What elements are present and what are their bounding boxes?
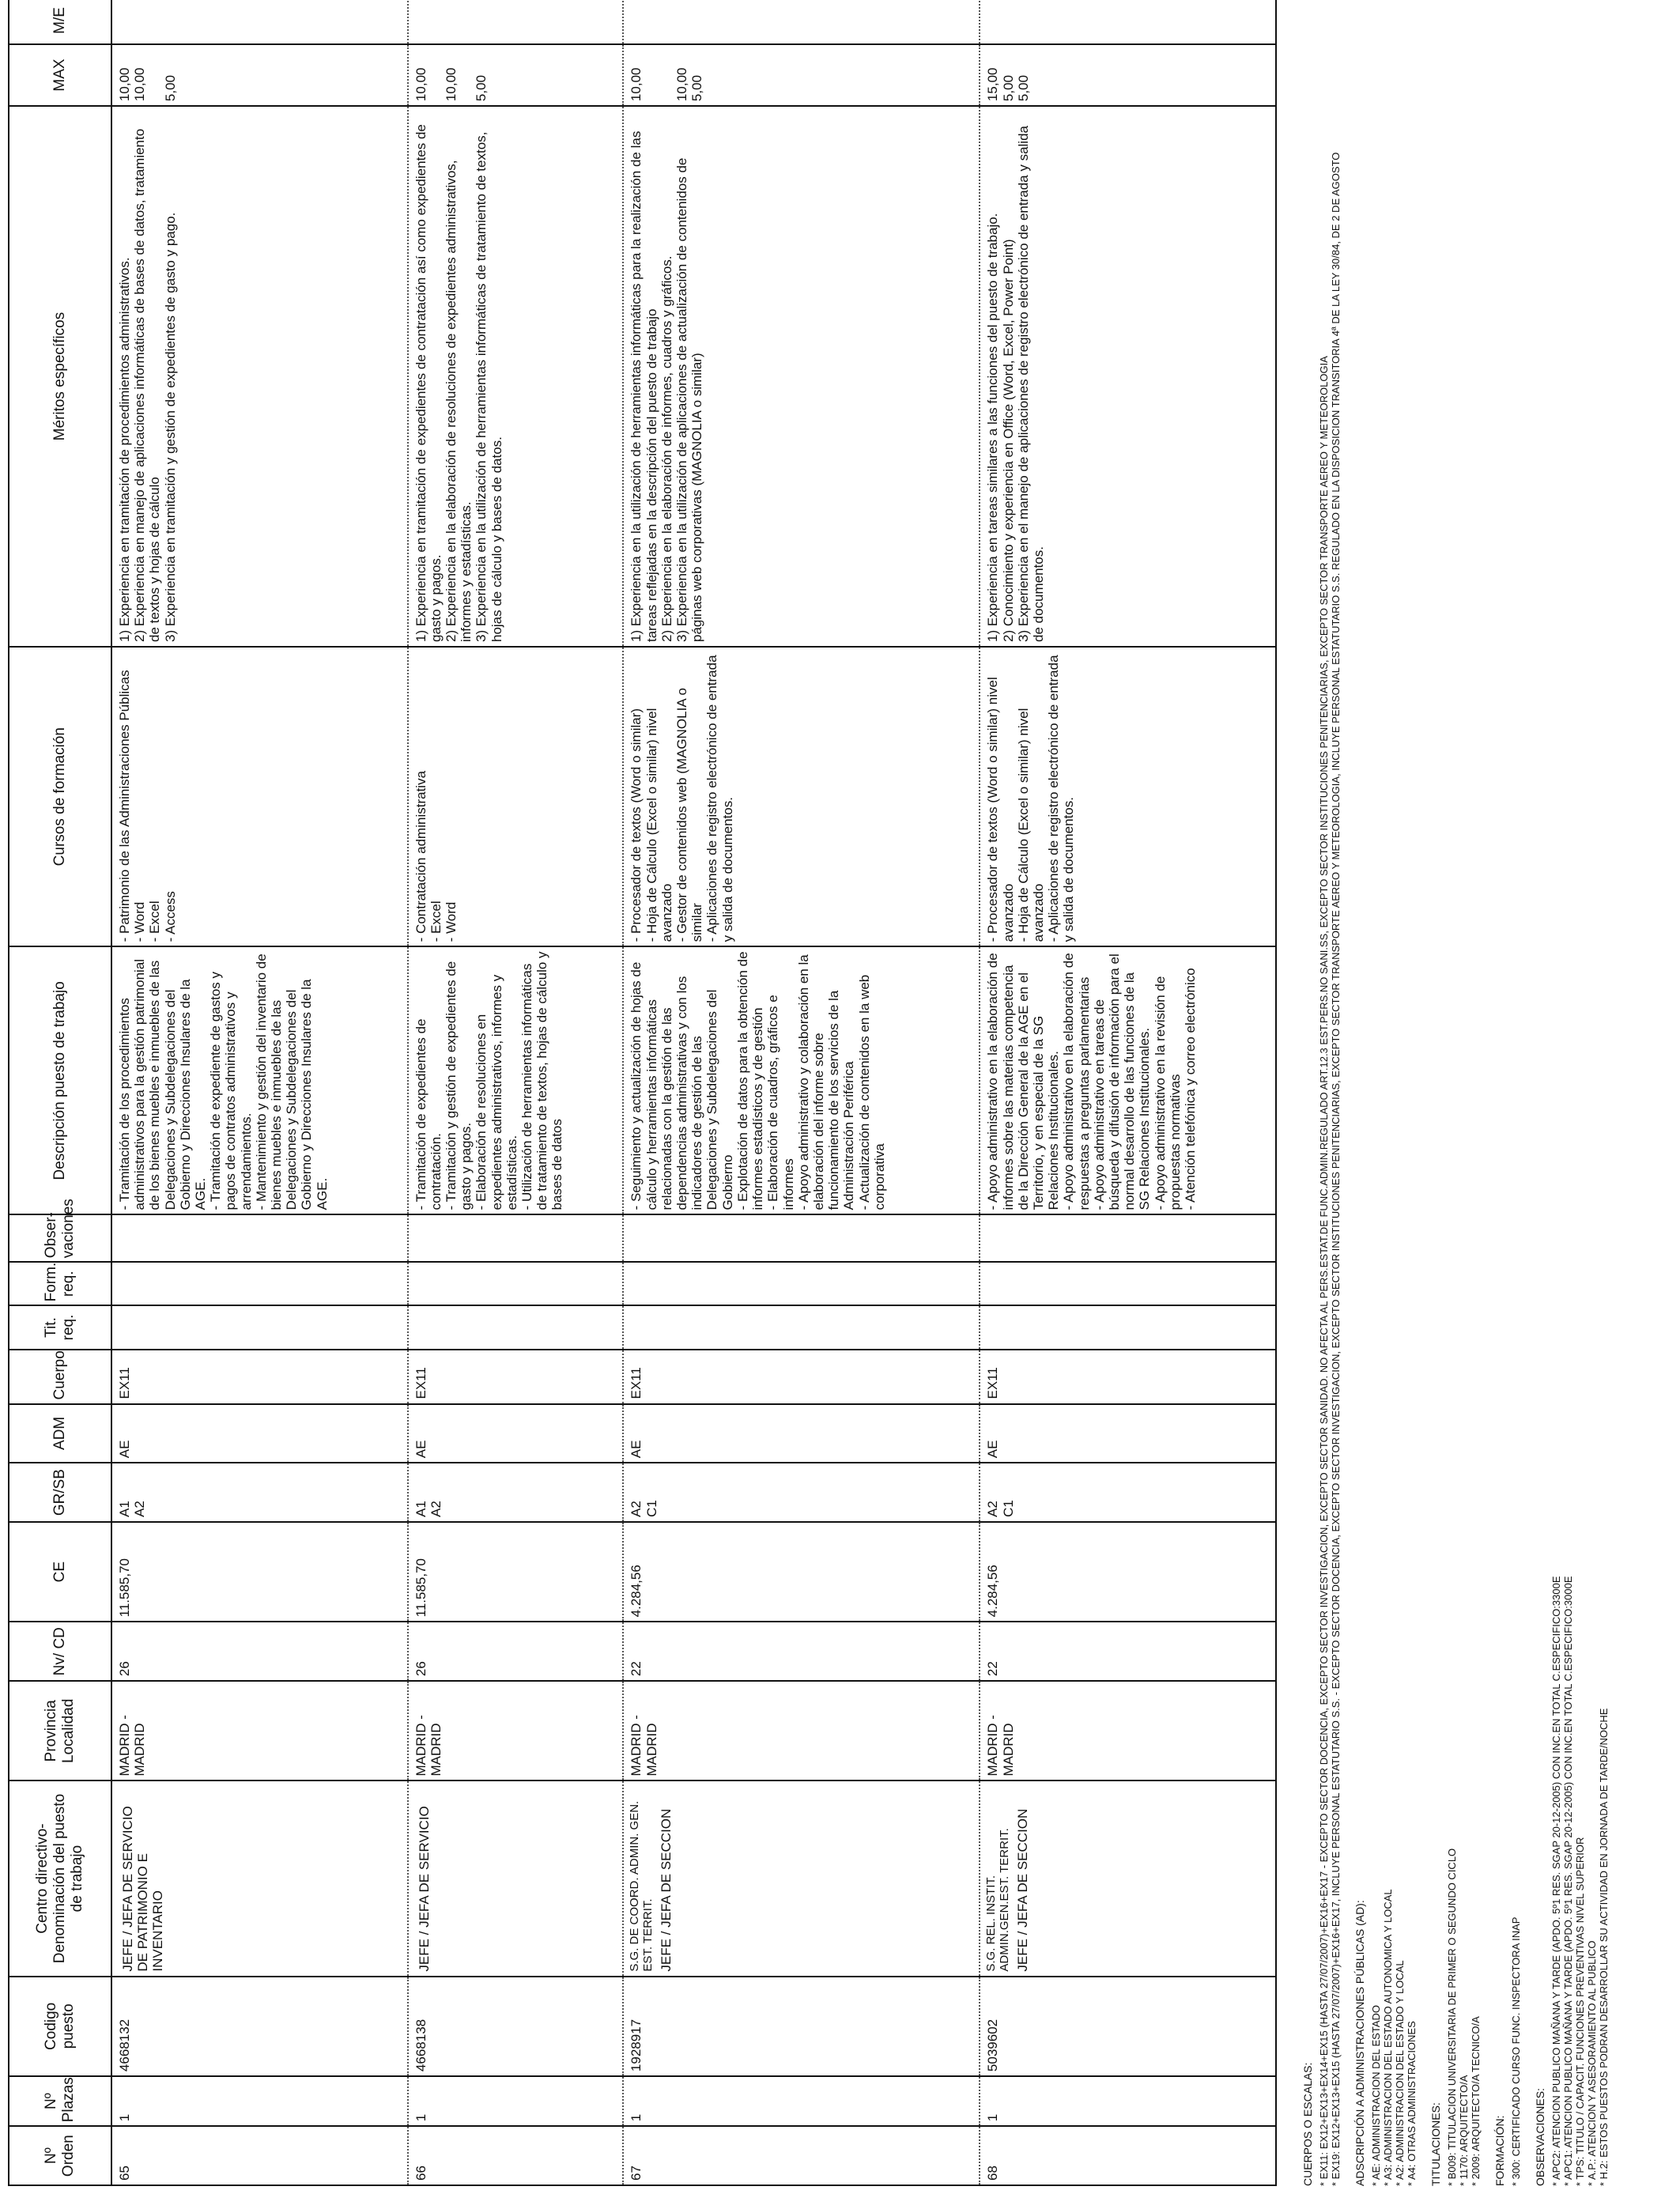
cell-titulacion (623, 1305, 980, 1349)
cell-cursos: - Patrimonio de las Administraciones Públicas - Word - Excel - Access (111, 647, 408, 946)
cell-codigo: 5039602 (980, 1977, 1276, 2076)
cell-descripcion: - Tramitación de expedientes de contratación. - Tramitación y gestión de expedientes de gasto y pagos. - Elaboración de resoluciones en expedientes administrativos, informes y estadísticas. - Utilización de herramientas informáticas de tratamiento de textos, hojas de cálculo y bases de datos (408, 946, 624, 1214)
header-observaciones: Obser- vaciones (9, 1214, 111, 1262)
notes-observaciones-line: * H.2: ESTOS PUESTOS PODRAN DESARROLLAR SU ACTIVIDAD EN JORNADA DE TARDE/NOCHE (1597, 1708, 1610, 2186)
cell-descripcion: - Tramitación de los procedimientos administrativos para la gestión patrimonial de los bienes muebles e inmuebles de las Delegaciones y Subdelegaciones del Gobierno y Direcciones Insulares de la AGE. - Tramitación de expediente de gastos y pagos de contratos administrativos y arrendamientos. - Mantenimiento y gestión del inventario de bienes muebles e inmuebles de las Delegaciones y Subdelegaciones del Gobierno y Direcciones Insulares de la AGE. (111, 946, 408, 1214)
cell-nivel: 22 (980, 1622, 1276, 1681)
cell-localidad: MADRID - MADRID (111, 1681, 408, 1781)
cell-adm: AE (623, 1404, 980, 1463)
header-ce: CE (9, 1522, 111, 1622)
notes-formacion-heading: FORMACIÓN: (1493, 2115, 1506, 2186)
cell-descripcion: - Seguimiento y actualización de hojas de cálculo y herramientas informáticas relacionadas con la gestión de las dependencias administrativas y con los indicadores de gestión de las Delegaciones y Subdelegaciones del Gobierno - Explotación de datos para la obtención de informes estadísticos y de gestión - Elaboración de cuadros, gráficos e informes - Apoyo administrativo y colaboración en la elaboración del informe sobre funcionamiento de los servicios de la Administración Periférica - Actualización de contenidos en la web corporativa (623, 946, 980, 1214)
notes-titulaciones-line: * 2009: ARQUITECTO/A TECNICO/A (1469, 2016, 1482, 2186)
header-descripcion: Descripción puesto de trabajo (9, 946, 111, 1214)
cell-nivel: 26 (111, 1622, 408, 1681)
cell-denominacion-text: JEFE / JEFA DE SERVICIO (416, 1806, 432, 1972)
cell-adm: AE (111, 1404, 408, 1463)
header-nivel: Nv/ CD (9, 1622, 111, 1681)
cell-me (111, 0, 408, 44)
notes-cuerpos-line: * EX19: EX12+EX13+EX15 (HASTA 27/07/2007)+EX16+EX17, INCLUYE PERSONAL ESTATUTARIO S.S. - EXCEPTO SECTOR DOCENCIA, EXCEPTO SECTOR INVESTIGACION, EXCEPTO SECTOR INSTITUCIONES PENITENCIARIAS, EXCEPTO SECTOR TRANSPORTE AEREO Y METEOROLOGIA, INCLUYE PERSONAL ESTATUTARIO S.S. REGULADO EN LA DISPOSICION TRANSITORIA 4ª DE LA LEY 30/84, DE 2 DE AGOSTO (1330, 152, 1342, 2186)
header-cuerpo: Cuerpo (9, 1350, 111, 1404)
cell-cursos: - Contratación administrativa - Excel - Word (408, 647, 624, 946)
cell-ce: 4.284,56 (980, 1522, 1276, 1622)
cell-formacion (111, 1262, 408, 1305)
cell-meritos: 1) Experiencia en la utilización de herramientas informáticas para la realización de las tareas reflejadas en la descripción del puesto de trabajo 2) Experiencia en la elaboración de informes, cuadros y gráficos. 3) Experiencia en la utilización de aplicaciones de actualización de contenidos de páginas web corporativas (MAGNOLIA o similar) (623, 106, 980, 647)
cell-plazas: 1 (980, 2076, 1276, 2126)
header-grupo: GR/SB (9, 1463, 111, 1522)
cell-meritos: 1) Experiencia en tramitación de procedimientos administrativos. 2) Experiencia en manejo de aplicaciones informáticas de bases de datos, tratamiento de textos y hojas de cálculo 3) Experiencia en tramitación y gestión de expedientes de gasto y pago. (111, 106, 408, 647)
cell-descripcion: - Apoyo administrativo en la elaboración de informes sobre las materias competencia de la Dirección General de la AGE en el Territorio, y en especial de la SG Relaciones Institucionales. - Apoyo administrativo en la elaboración de respuestas a preguntas parlamentarias - Apoyo administrativo en tareas de búsqueda y difusión de información para el normal desarrollo de las funciones de la SG Relaciones Institucionales. - Apoyo administrativo en la revisión de propuestas normativas - Atención telefónica y correo electrónico (980, 946, 1276, 1214)
header-titulacion: Tit. req. (9, 1305, 111, 1349)
header-denominacion: Centro directivo-Denominación del puesto de trabajo (9, 1781, 111, 1977)
cell-orden: 65 (111, 2126, 408, 2185)
cell-adm: AE (408, 1404, 624, 1463)
cell-titulacion (980, 1305, 1276, 1349)
cell-ce: 11.585,70 (408, 1522, 624, 1622)
cell-grupo: A1 A2 (408, 1463, 624, 1522)
notes-adscripcion-line: * AE: ADMINISTRACION DEL ESTADO (1370, 2005, 1383, 2186)
cell-me (408, 0, 624, 44)
cell-localidad: MADRID - MADRID (980, 1681, 1276, 1781)
notes-adscripcion-line: * A4: OTRAS ADMINISTRACIONES (1405, 2021, 1418, 2186)
cell-codigo: 4668132 (111, 1977, 408, 2076)
cell-cuerpo: EX11 (623, 1350, 980, 1404)
cell-denominacion (623, 1781, 980, 1977)
cell-denominacion-text: JEFE / JEFA DE SECCION (659, 1808, 674, 1972)
header-codigo: Codigo puesto (9, 1977, 111, 2076)
cell-denominacion (408, 1781, 624, 1977)
cell-denominacion (980, 1781, 1276, 1977)
cell-max: 15,00 5,00 5,00 (980, 44, 1276, 106)
cell-max: 10,00 10,00 5,00 (111, 44, 408, 106)
cell-grupo: A2 C1 (980, 1463, 1276, 1522)
cell-orden: 67 (623, 2126, 980, 2185)
cell-me (980, 0, 1276, 44)
header-orden: Nº Orden (9, 2126, 111, 2185)
notes-adscripcion-line: * A2: ADMINISTRACION DEL ESTADO Y LOCAL (1393, 1960, 1406, 2186)
cell-max: 10,00 10,00 5,00 (408, 44, 624, 106)
notes-titulaciones-line: * 1170: ARQUITECTO/A (1457, 2075, 1470, 2186)
cell-plazas: 1 (408, 2076, 624, 2126)
notes-cuerpos-line: * EX11: EX12+EX13+EX14+EX15 (HASTA 27/07/2007)+EX16+EX17 - EXCEPTO SECTOR DOCENCIA, EXCEPTO SECTOR INVESTIGACION, EXCEPTO SECTOR SANIDAD. NO AFECTA AL PERS.ESTAT.DE FUNC.ADMIN.REGULADO ART.12.3 EST.PERS.NO SANI.SS, EXCEPTO SECTOR INSTITUCIONES PENITENCIARIAS, EXCEPTO SECTOR TRANSPORTE AEREO Y METEOROLOGIA (1318, 356, 1331, 2186)
cell-observaciones (980, 1214, 1276, 1262)
cell-cursos: - Procesador de textos (Word o similar) - Hoja de Cálculo (Excel o similar) nivel avanzado - Gestor de contenidos web (MAGNOLIA o similar - Aplicaciones de registro electrónico de entrada y salida de documentos. (623, 647, 980, 946)
cell-grupo: A1 A2 (111, 1463, 408, 1522)
cell-meritos: 1) Experiencia en tareas similares a las funciones del puesto de trabajo. 2) Conocimiento y experiencia en Office (Word, Excel, Power Point) 3) Experiencia en el manejo de aplicaciones de registro electrónico de entrada y salida de documentos. (980, 106, 1276, 647)
notes-observaciones-heading: OBSERVACIONES: (1533, 2088, 1546, 2186)
cell-denominacion (111, 1781, 408, 1977)
cell-titulacion (408, 1305, 624, 1349)
cell-formacion (408, 1262, 624, 1305)
table-header-row (9, 0, 111, 2185)
cell-plazas: 1 (111, 2076, 408, 2126)
cell-cuerpo: EX11 (408, 1350, 624, 1404)
header-plazas: Nº Plazas (9, 2076, 111, 2126)
cell-ce: 11.585,70 (111, 1522, 408, 1622)
cell-grupo: A2 C1 (623, 1463, 980, 1522)
cell-meritos: 1) Experiencia en tramitación de expedientes de contratación así como expedientes de gasto y pagos. 2) Experiencia en la elaboración de resoluciones de expedientes administrativos, informes y estadísticas. 3) Experiencia en la utilización de herramientas informáticas de tratamiento de textos, hojas de cálculo y bases de datos. (408, 106, 624, 647)
cell-nivel: 22 (623, 1622, 980, 1681)
table-row (623, 0, 980, 2185)
cell-titulacion (111, 1305, 408, 1349)
cell-observaciones (623, 1214, 980, 1262)
cell-subunit: S.G. REL. INSTIT. ADMIN.GEN.EST. TERRIT. (984, 1828, 1012, 1972)
cell-formacion (623, 1262, 980, 1305)
table-row (408, 0, 624, 2185)
header-adm: ADM (9, 1404, 111, 1463)
header-meritos: Méritos específicos (9, 106, 111, 647)
cell-codigo: 4668138 (408, 1977, 624, 2076)
notes-formacion-line: * 300: CERTIFICADO CURSO FUNC. INSPECTORA INAP (1509, 1916, 1522, 2186)
cell-denominacion-text: JEFE / JEFA DE SECCION (1015, 1808, 1031, 1972)
cell-adm: AE (980, 1404, 1276, 1463)
cell-localidad: MADRID - MADRID (408, 1681, 624, 1781)
notes-observaciones-line: * A.P.: ATENCION Y ASESORAMIENTO AL PUBLICO (1585, 1940, 1598, 2186)
notes-observaciones-line: * APC2: ATENCION PUBLICO MAÑANA Y TARDE (APDO. 5º1 RES. SGAP 20-12-2005) CON INC.EN TOTAL C.ESPECIFICO:3300E (1550, 1576, 1562, 2186)
cell-formacion (980, 1262, 1276, 1305)
header-formacion: Form. req. (9, 1262, 111, 1305)
cell-codigo: 1928917 (623, 1977, 980, 2076)
notes-titulaciones-heading: TITULACIONES: (1429, 2102, 1442, 2186)
cell-plazas: 1 (623, 2076, 980, 2126)
notes-titulaciones-line: * B009: TITULACION UNIVERSITARIA DE PRIMER O SEGUNDO CICLO (1445, 1848, 1458, 2186)
header-max: MAX (9, 44, 111, 106)
notes-adscripcion-line: * A3: ADMINISTRACION DEL ESTADO AUTONOMICA Y LOCAL (1382, 1889, 1394, 2186)
notes-cuerpos-heading: CUERPOS O ESCALAS: (1301, 2062, 1314, 2186)
notes-observaciones-line: * APC1: ATENCION PUBLICO MAÑANA Y TARDE (APDO. 5º1 RES. SGAP 20-12-2005) CON INC.EN TOTAL C.ESPECIFICO:3000E (1561, 1576, 1574, 2186)
cell-orden: 68 (980, 2126, 1276, 2185)
cell-ce: 4.284,56 (623, 1522, 980, 1622)
footnotes (1290, 51, 1610, 2186)
notes-observaciones-line: * TPS: TITULO / CAPACIT. FUNCIONES PREVENTIVAS NIVEL SUPERIOR (1573, 1837, 1586, 2186)
positions-table (8, 0, 1277, 2186)
cell-me (623, 0, 980, 44)
table-row (980, 0, 1276, 2185)
cell-max: 10,00 10,00 5,00 (623, 44, 980, 106)
cell-denominacion-text: JEFE / JEFA DE SERVICIO DE PATRIMONIO E INVENTARIO (120, 1806, 166, 1972)
cell-observaciones (408, 1214, 624, 1262)
table-row (111, 0, 408, 2185)
header-me: M/E (9, 0, 111, 44)
header-localidad: Provincia Localidad (9, 1681, 111, 1781)
header-cursos: Cursos de formación (9, 647, 111, 946)
cell-cuerpo: EX11 (111, 1350, 408, 1404)
cell-cuerpo: EX11 (980, 1350, 1276, 1404)
cell-nivel: 26 (408, 1622, 624, 1681)
cell-subunit: S.G. DE COORD. ADMIN. GEN. EST. TERRIT. (628, 1800, 655, 1972)
cell-orden: 66 (408, 2126, 624, 2185)
cell-cursos: - Procesador de textos (Word o similar) nivel avanzado - Hoja de Cálculo (Excel o similar) nivel avanzado - Aplicaciones de registro electrónico de entrada y salida de documentos. (980, 647, 1276, 946)
cell-observaciones (111, 1214, 408, 1262)
notes-adscripcion-heading: ADSCRIPCIÓN A ADMINISTRACIONES PÚBLICAS (AD): (1353, 1900, 1366, 2186)
cell-localidad: MADRID - MADRID (623, 1681, 980, 1781)
